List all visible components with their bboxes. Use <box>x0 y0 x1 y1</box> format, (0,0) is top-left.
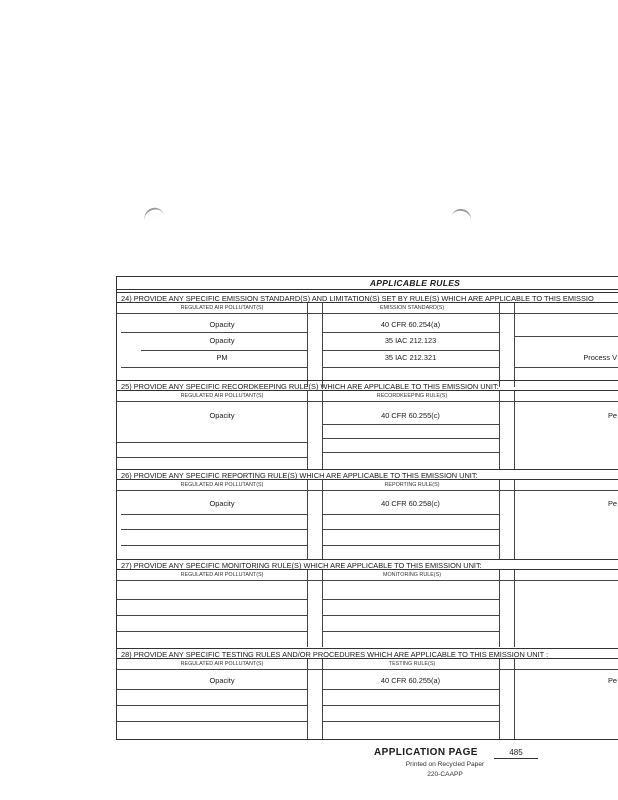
table-cell-rule: 40 CFR 60.255(c) <box>381 411 440 420</box>
table-cell-pollutant: Opacity <box>209 499 235 508</box>
recycled-paper-note: Printed on Recycled Paper <box>405 761 485 768</box>
column-header-pollutant: REGULATED AIR POLLUTANT(S) <box>180 572 264 578</box>
column-header-pollutant: REGULATED AIR POLLUTANT(S) <box>180 393 264 399</box>
table-cell-rule: 40 CFR 60.255(a) <box>380 676 441 685</box>
form-number: 220-CAAPP <box>427 771 463 778</box>
table-cell-rule: 40 CFR 60.258(c) <box>381 499 440 508</box>
punch-hole-right <box>451 207 473 221</box>
table-cell-note: Pe <box>607 676 617 685</box>
table-cell-rule: 35 IAC 212.321 <box>384 353 437 362</box>
table-cell-pollutant: Opacity <box>209 320 235 329</box>
column-header-rule: REPORTING RULE(S) <box>384 482 440 488</box>
section-heading: 28) PROVIDE ANY SPECIFIC TESTING RULES AND/OR PROCEDURES WHICH ARE APPLICABLE TO THIS EMISSION UNIT : <box>117 648 618 659</box>
section-heading: 25) PROVIDE ANY SPECIFIC RECORDKEEPING RULE(S) WHICH ARE APPLICABLE TO THIS EMISSION UNIT: <box>117 380 618 391</box>
column-header-rule: RECORDKEEPING RULE(S) <box>376 393 448 399</box>
table-cell-note: Pe <box>607 411 617 420</box>
application-page-label: APPLICATION PAGE <box>374 747 478 758</box>
column-header-pollutant: REGULATED AIR POLLUTANT(S) <box>180 661 264 667</box>
column-header-rule: TESTING RULE(S) <box>388 661 436 667</box>
punch-hole-left <box>142 205 164 221</box>
column-header-rule: MONITORING RULE(S) <box>382 572 441 578</box>
table-cell-pollutant: Opacity <box>209 676 235 685</box>
table-cell-rule: 35 IAC 212.123 <box>384 336 437 345</box>
form-title: APPLICABLE RULES <box>117 277 618 290</box>
section-testing-rules <box>117 648 618 739</box>
section-emission-standards <box>117 292 618 387</box>
table-cell-note: Pe <box>607 499 617 508</box>
section-monitoring-rules <box>117 559 618 647</box>
column-header-pollutant: REGULATED AIR POLLUTANT(S) <box>180 482 264 488</box>
section-reporting-rules <box>117 469 618 559</box>
table-cell-note: Process V <box>583 353 617 362</box>
table-cell-pollutant: PM <box>216 353 228 362</box>
table-cell-pollutant: Opacity <box>209 411 235 420</box>
page-number: 485 <box>494 747 538 759</box>
table-cell-rule: 40 CFR 60.254(a) <box>380 320 441 329</box>
applicable-rules-form <box>116 276 618 740</box>
section-heading: 26) PROVIDE ANY SPECIFIC REPORTING RULE(S) WHICH ARE APPLICABLE TO THIS EMISSION UNIT: <box>117 469 618 480</box>
section-heading: 24) PROVIDE ANY SPECIFIC EMISSION STANDARD(S) AND LIMITATION(S) SET BY RULE(S) WHICH ARE APPLICABLE TO THIS EMISSIO <box>117 292 618 303</box>
section-heading: 27) PROVIDE ANY SPECIFIC MONITORING RULE(S) WHICH ARE APPLICABLE TO THIS EMISSION UNIT: <box>117 559 618 570</box>
table-cell-pollutant: Opacity <box>209 336 235 345</box>
column-header-rule: EMISSION STANDARD(S) <box>379 305 445 311</box>
column-header-pollutant: REGULATED AIR POLLUTANT(S) <box>180 305 264 311</box>
section-recordkeeping-rules <box>117 380 618 470</box>
